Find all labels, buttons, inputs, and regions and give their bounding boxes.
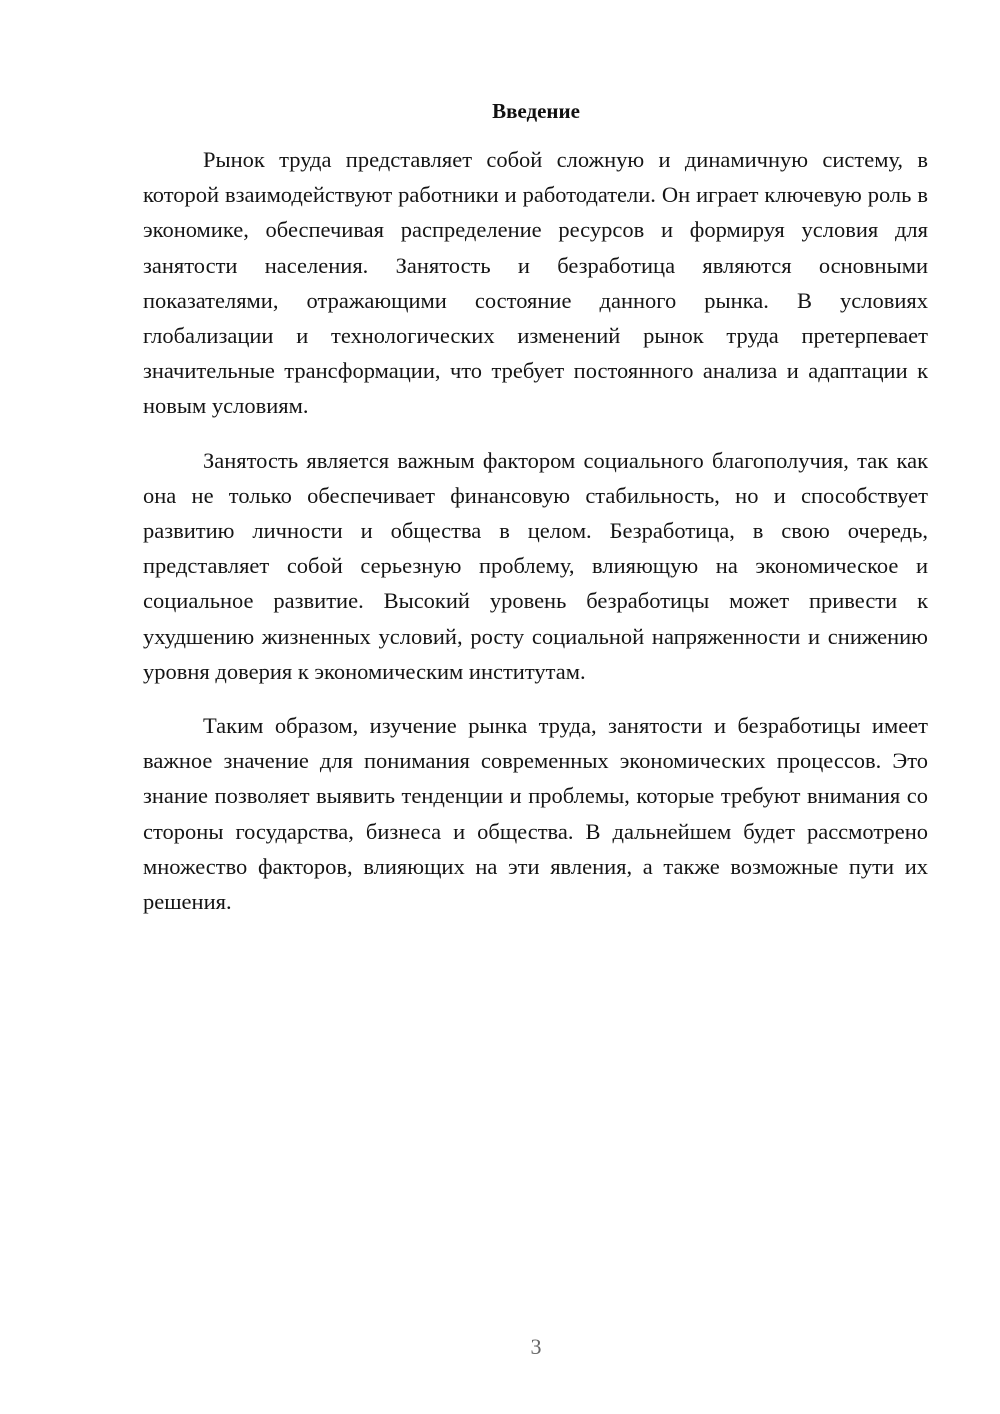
page-number: 3 [530, 1334, 542, 1359]
paragraph-1: Рынок труда представляет собой сложную и динамичную систему, в которой взаимодействуют работники и работодатели. Он играет ключевую роль в экономике, обеспечивая распределение ресурсов и формируя условия для занятости населения. Занятость и безработица являются основными показателями, отражающими состояние данного рынка. В условиях глобализации и технологических изменений рынок труда претерпевает значительные трансформации, что требует постоянного анализа и адаптации к новым условиям. [143, 147, 928, 419]
paragraph-3: Таким образом, изучение рынка труда, занятости и безработицы имеет важное значение для понимания современных экономических процессов. Это знание позволяет выявить тенденции и проблемы, которые требуют внимания со стороны государства, бизнеса и общества. В дальнейшем будет рассмотрено множество факторов, влияющих на эти явления, а также возможные пути их решения. [143, 713, 928, 915]
paragraph-2: Занятость является важным фактором социального благополучия, так как она не только обеспечивает финансовую стабильность, но и способствует развитию личности и общества в целом. Безработица, в свою очередь, представляет собой серьезную проблему, влияющую на экономическое и социальное развитие. Высокий уровень безработицы может привести к ухудшению жизненных условий, росту социальной напряженности и снижению уровня доверия к экономическим институтам. [143, 447, 928, 684]
page-title: Введение [492, 99, 580, 123]
document-body [143, 142, 928, 938]
